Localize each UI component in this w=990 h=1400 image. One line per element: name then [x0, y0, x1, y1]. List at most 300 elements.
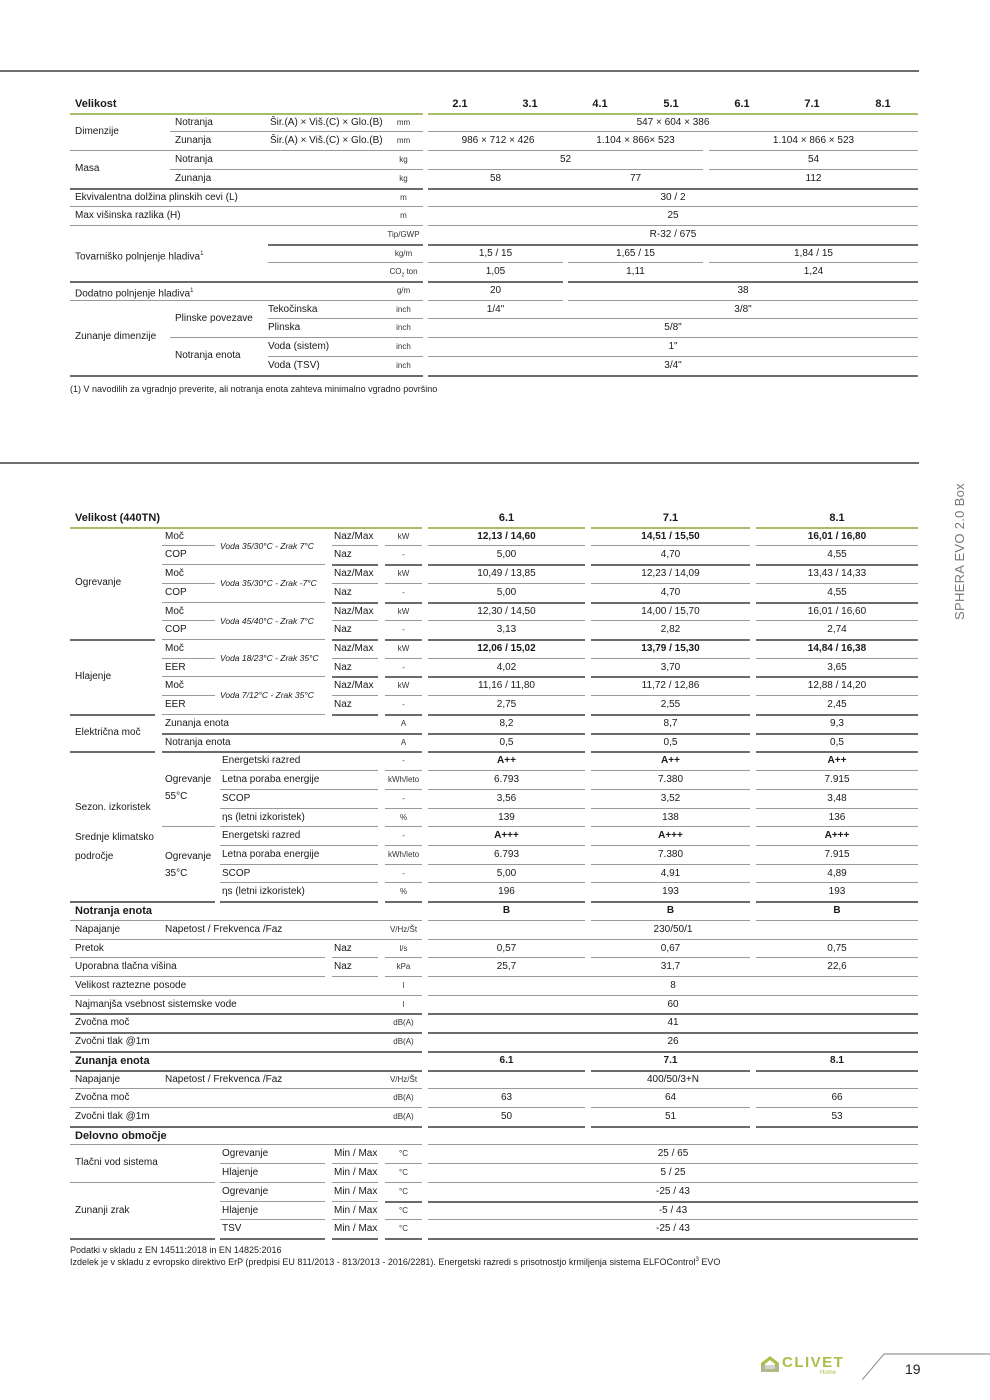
expansion-vessel-label: Velikost raztezne posode [75, 980, 187, 991]
row-divider [332, 976, 378, 977]
electrical-value-0: 8,2 [499, 718, 514, 729]
note-erp-sup: 3 [695, 1257, 699, 1263]
indoor-supply-desc: Napetost / Frekvenca /Faz [165, 924, 283, 935]
row-divider [70, 751, 155, 753]
indoor-class-1: B [666, 905, 675, 916]
perf-value-1: 4,70 [660, 587, 681, 598]
perf-sub-label: COP [165, 549, 187, 560]
mass-outdoor-value-a: 58 [489, 173, 502, 184]
factory-charge-label [75, 245, 265, 263]
unit: g/m [396, 286, 411, 295]
electrical-value-1: 0,5 [663, 737, 678, 748]
range-qualifier: Min / Max [334, 1167, 378, 1178]
seasonal-value-0: 6.793 [493, 849, 520, 860]
footnote-ref: 1 [200, 251, 204, 257]
dim-outdoor-desc: Šir.(A) × Viš.(C) × Glo.(B) [270, 135, 383, 146]
pump-head-value-0: 25,7 [496, 961, 517, 972]
electrical-value-1: 8,7 [663, 718, 678, 729]
indoor-class-2: B [833, 905, 841, 916]
perf-value-0: 5,00 [496, 587, 517, 598]
mass-indoor-value-a: 52 [559, 154, 572, 165]
table2-header-label: Velikost (440TN) [75, 512, 160, 524]
unit: A [400, 738, 407, 747]
heating-55-label: Ogrevanje [165, 774, 212, 785]
operating-range-section: Delovno območje [75, 1130, 167, 1142]
additional-charge-text: Dodatno polnjenje hladiva [75, 288, 191, 300]
unit: kW [397, 607, 410, 616]
perf-value-2: 4,55 [827, 587, 847, 598]
outdoor-supply-value: 400/50/3+N [647, 1074, 699, 1085]
seasonal-value-0: 3,56 [496, 793, 517, 804]
rating-qualifier: Naz [334, 961, 352, 972]
unit: inch [396, 323, 411, 332]
size-header-5.1: 5.1 [663, 98, 679, 110]
size-header-3.1: 3.1 [522, 98, 538, 110]
indoor-sound-power-value: 41 [667, 1017, 679, 1028]
climate-zone-label-2: področje [75, 851, 114, 862]
seasonal-row-label: Letna poraba energije [222, 774, 320, 785]
range-value: 25 / 65 [657, 1148, 689, 1159]
unit: - [402, 756, 405, 765]
row-divider [70, 714, 155, 716]
perf-value-0: 11,16 / 11,80 [478, 680, 535, 691]
outdoor-sound-power-label: Zvočna moč [75, 1092, 130, 1103]
outdoor-sound-power-value-1: 64 [664, 1092, 677, 1103]
perf-sub-label: Moč [165, 680, 184, 691]
unit: kWh/leto [387, 775, 420, 784]
outdoor-air-label: Zunanji zrak [75, 1205, 130, 1216]
rating-qualifier: Naz [334, 624, 352, 635]
perf-sub-label: Moč [165, 568, 184, 579]
footnote-1: (1) V navodilih za vgradnjo preverite, ali notranja enota zahteva minimalno vgradno površino [70, 384, 438, 394]
test-condition: Voda 7/12°C - Zrak 35°C [220, 690, 314, 700]
unit: m [400, 193, 407, 202]
test-condition: Voda 18/23°C - Zrak 35°C [220, 653, 319, 663]
perf-sub-label: Moč [165, 606, 184, 617]
unit: kPa [396, 962, 411, 971]
seasonal-value-1: 4,91 [660, 868, 681, 879]
electrical-sub-label: Notranja enota [165, 737, 231, 748]
outdoor-sound-pressure-value-0: 50 [500, 1111, 513, 1122]
row-divider [70, 1238, 215, 1240]
unit: inch [396, 305, 411, 314]
heating-55-temp: 55°C [165, 791, 188, 802]
range-qualifier: Min / Max [334, 1186, 378, 1197]
indoor-unit-label: Notranja enota [175, 350, 241, 361]
outdoor-sound-pressure-value-2: 53 [831, 1111, 843, 1122]
top-rule [0, 70, 919, 72]
flow-value-1: 0,67 [660, 943, 681, 954]
range-value: -25 / 43 [656, 1186, 690, 1197]
seasonal-row-label: ηs (letni izkoristek) [222, 886, 305, 897]
flow-value-0: 0,57 [496, 943, 517, 954]
unit: m [400, 211, 407, 220]
perf-value-0: 4,02 [496, 662, 517, 673]
row-divider [756, 1126, 918, 1128]
note-erp-text: Izdelek je v skladu z evropsko direktivo ErP (predpisi EU 811/2013 - 813/2013 - 2016/2281). Energetski razredi s prisotnostjo krmiljenja sistema ELFOControl [70, 1257, 696, 1267]
max-height-value: 25 [667, 210, 679, 221]
perf-value-1: 3,70 [660, 662, 681, 673]
seasonal-value-0: A+++ [494, 830, 519, 841]
max-height-label: Max višinska razlika (H) [75, 210, 181, 221]
unit: V/Hz/Št [389, 925, 418, 934]
unit: dB(A) [393, 1093, 414, 1102]
mass-label: Masa [75, 163, 100, 174]
seasonal-value-1: 138 [662, 812, 679, 823]
unit: kg [399, 155, 408, 164]
water-tsv-label: Voda (TSV) [268, 360, 320, 371]
seasonal-value-2: 3,48 [827, 793, 847, 804]
mass-outdoor-value-b: 77 [629, 173, 642, 184]
charge-kg-value-c: 1,84 / 15 [794, 248, 833, 259]
size-header-6.1: 6.1 [734, 98, 750, 110]
additional-charge-value-b: 38 [737, 285, 749, 296]
seasonal-value-0: 196 [498, 886, 515, 897]
perf-value-0: 12,30 / 14,50 [477, 606, 536, 617]
outdoor-size-0: 6.1 [499, 1055, 514, 1066]
climate-zone-label: Srednje klimatsko [75, 832, 154, 843]
rating-qualifier: Naz/Max [334, 606, 374, 617]
unit: mm [396, 136, 411, 145]
unit-co2 [384, 263, 423, 281]
charge-kg-value-b: 1,65 / 15 [616, 248, 655, 259]
seasonal-value-0: 5,00 [496, 868, 517, 879]
range-value: 5 / 25 [660, 1167, 686, 1178]
indoor-sound-pressure-label: Zvočni tlak @1m [75, 1036, 150, 1047]
middle-rule [0, 462, 919, 464]
indoor-sound-pressure-value: 26 [667, 1036, 679, 1047]
logo-sub: Home [820, 1370, 837, 1376]
outdoor-sound-power-value-2: 66 [831, 1092, 843, 1103]
outdoor-sound-pressure-label: Zvočni tlak @1m [75, 1111, 150, 1122]
indoor-unit-section: Notranja enota [75, 905, 153, 917]
row-divider [220, 1238, 325, 1240]
liquid-label: Tekočinska [268, 304, 318, 315]
side-title: SPHERA EVO 2.0 Box [952, 483, 967, 620]
unit: kW [397, 569, 410, 578]
perf-value-1: 14,51 / 15,50 [641, 531, 700, 542]
row-divider [332, 1238, 378, 1240]
mass-indoor-label: Notranja [175, 154, 213, 165]
unit-co2-b: ton [404, 267, 418, 276]
rating-qualifier: Naz/Max [334, 643, 374, 654]
unit: kW [397, 644, 410, 653]
electrical-power-label: Električna moč [75, 727, 141, 738]
water-system-value: 1" [668, 341, 678, 352]
seasonal-efficiency-label: Sezon. izkoristek [75, 802, 151, 813]
unit: kWh/leto [387, 850, 420, 859]
clivet-logo [760, 1352, 855, 1382]
row-divider [385, 1238, 422, 1240]
outdoor-size-2: 8.1 [830, 1055, 844, 1066]
unit: % [399, 813, 408, 822]
seasonal-row-label: Energetski razred [222, 755, 301, 766]
perf-value-0: 12,13 / 14,60 [477, 531, 536, 542]
electrical-sub-label: Zunanja enota [165, 718, 229, 729]
size-header-7.1: 7.1 [662, 512, 679, 524]
range-qualifier: Min / Max [334, 1148, 378, 1159]
row-divider [428, 1238, 918, 1240]
unit: - [402, 794, 405, 803]
rating-qualifier: Naz [334, 549, 352, 560]
perf-value-0: 3,13 [496, 624, 517, 635]
outdoor-sound-power-value-0: 63 [500, 1092, 513, 1103]
seasonal-value-1: A++ [661, 755, 680, 766]
perf-value-2: 2,74 [827, 624, 847, 635]
heating-35-label: Ogrevanje [165, 851, 212, 862]
rating-qualifier: Naz [334, 699, 352, 710]
unit: - [402, 625, 405, 634]
electrical-value-2: 0,5 [830, 737, 844, 748]
size-header-8.1: 8.1 [875, 98, 891, 110]
seasonal-row-label: SCOP [222, 868, 251, 879]
factory-charge-text: Tovarniško polnjenje hladiva [75, 251, 201, 263]
mass-indoor-value-b: 54 [807, 154, 820, 165]
rating-qualifier: Naz/Max [334, 531, 374, 542]
row-divider [428, 375, 918, 377]
dim-indoor-label: Notranja [175, 117, 213, 128]
range-value: -5 / 43 [658, 1205, 688, 1216]
indoor-supply-value: 230/50/1 [653, 924, 693, 935]
unit-co2-sub: 2 [401, 272, 405, 279]
unit: kW [397, 532, 410, 541]
pump-head-value-1: 31,7 [660, 961, 681, 972]
unit: °C [399, 1168, 408, 1177]
range-mode-label: TSV [222, 1223, 242, 1234]
page-number: 19 [905, 1361, 921, 1377]
unit: mm [396, 118, 411, 127]
unit: inch [396, 361, 411, 370]
pump-head-value-2: 22,6 [827, 961, 847, 972]
footnote-ref: 1 [190, 288, 194, 294]
range-qualifier: Min / Max [334, 1223, 378, 1234]
flow-label: Pretok [75, 943, 104, 954]
perf-value-2: 4,55 [827, 549, 847, 560]
unit-co2-a: CO [389, 267, 402, 276]
unit: °C [399, 1149, 408, 1158]
seasonal-value-2: 193 [828, 886, 846, 897]
unit: - [402, 869, 405, 878]
row-divider [162, 826, 215, 827]
dim-outdoor-value-2-3: 986 × 712 × 426 [461, 135, 535, 146]
seasonal-value-2: 7.915 [824, 774, 850, 785]
gas-connections-label: Plinske povezave [175, 313, 253, 324]
size-header-8.1: 8.1 [829, 512, 845, 524]
co2-value-a: 1,05 [485, 266, 506, 277]
perf-value-2: 13,43 / 14,33 [807, 568, 867, 579]
electrical-value-0: 0,5 [499, 737, 514, 748]
flow-value-2: 0,75 [827, 943, 847, 954]
unit: l [402, 1000, 405, 1009]
size-header-7.1: 7.1 [804, 98, 820, 110]
unit: - [402, 831, 405, 840]
refrigerant-type-value: R-32 / 675 [649, 229, 697, 240]
unit: Tip/GWP [387, 230, 420, 239]
seasonal-value-2: 7.915 [824, 849, 850, 860]
perf-sub-label: EER [165, 699, 186, 710]
perf-value-0: 5,00 [496, 549, 517, 560]
seasonal-value-1: 7.380 [657, 849, 684, 860]
additional-charge-value-a: 20 [489, 285, 502, 296]
perf-value-2: 3,65 [827, 662, 847, 673]
water-system-label: Voda (sistem) [268, 341, 330, 352]
external-dimensions-label: Zunanje dimenzije [75, 331, 157, 342]
rating-qualifier: Naz [334, 662, 352, 673]
liquid-value-a: 1/4" [486, 304, 505, 315]
rating-qualifier: Naz [334, 587, 352, 598]
perf-value-1: 13,79 / 15,30 [641, 643, 700, 654]
unit: V/Hz/Št [389, 1075, 418, 1084]
size-header-6.1: 6.1 [498, 512, 515, 524]
equiv-length-value: 30 / 2 [660, 192, 686, 203]
charge-kg-value-a: 1,5 / 15 [478, 248, 513, 259]
dim-indoor-value: 547 × 604 × 386 [636, 117, 710, 128]
range-mode-label: Ogrevanje [222, 1148, 269, 1159]
indoor-class-0: B [502, 905, 511, 916]
row-divider [70, 1182, 215, 1183]
note-standards: Podatki v skladu z EN 14511:2018 in EN 14825:2016 [70, 1245, 282, 1255]
seasonal-value-0: 139 [498, 812, 515, 823]
dim-indoor-desc: Šir.(A) × Viš.(C) × Glo.(B) [270, 117, 383, 128]
logo-word: CLIVET [782, 1354, 845, 1371]
range-mode-label: Ogrevanje [222, 1186, 269, 1197]
water-tsv-value: 3/4" [664, 360, 682, 371]
mass-outdoor-label: Zunanja [175, 173, 212, 184]
dim-outdoor-value-6-8: 1.104 × 866 × 523 [772, 135, 855, 146]
perf-value-1: 14,00 / 15,70 [641, 606, 700, 617]
heating-35-temp: 35°C [165, 868, 188, 879]
perf-value-2: 16,01 / 16,60 [807, 606, 867, 617]
test-condition: Voda 35/30°C - Zrak 7°C [220, 541, 314, 551]
outdoor-sound-pressure-value-1: 51 [664, 1111, 677, 1122]
unit: l/s [399, 944, 408, 953]
min-water-content-value: 60 [667, 999, 679, 1010]
additional-charge-label [75, 282, 265, 300]
dimensions-label: Dimenzije [75, 126, 119, 137]
perf-value-2: 2,45 [827, 699, 847, 710]
test-condition: Voda 35/30°C - Zrak -7°C [220, 578, 317, 588]
range-mode-label: Hlajenje [222, 1167, 259, 1178]
gas-value: 5/8" [664, 322, 682, 333]
seasonal-row-label: ηs (letni izkoristek) [222, 812, 305, 823]
row-divider [70, 225, 423, 226]
seasonal-value-0: A++ [497, 755, 516, 766]
row-divider [70, 375, 423, 377]
perf-value-0: 12,06 / 15,02 [477, 643, 536, 654]
dim-outdoor-value-4-5: 1.104 × 866× 523 [596, 135, 675, 146]
unit: % [399, 887, 408, 896]
heating-label: Ogrevanje [75, 577, 122, 588]
seasonal-row-label: Energetski razred [222, 830, 301, 841]
seasonal-value-1: 193 [662, 886, 679, 897]
pump-head-label: Uporabna tlačna višina [75, 961, 177, 972]
house-logo-icon [760, 1355, 780, 1373]
seasonal-value-1: 3,52 [660, 793, 681, 804]
co2-value-b: 1,11 [626, 266, 645, 277]
seasonal-value-1: A+++ [658, 830, 683, 841]
row-divider [332, 714, 378, 716]
row-divider [428, 1126, 585, 1128]
rating-qualifier: Naz [334, 943, 352, 954]
unit: kW [397, 681, 410, 690]
unit: kg/m [394, 249, 413, 258]
unit: - [402, 663, 405, 672]
outdoor-supply-desc: Napetost / Frekvenca /Faz [165, 1074, 283, 1085]
gas-label: Plinska [268, 322, 301, 333]
unit: dB(A) [393, 1018, 414, 1027]
seasonal-value-2: A++ [827, 755, 847, 766]
expansion-vessel-value: 8 [670, 980, 676, 991]
perf-value-2: 16,01 / 16,80 [807, 531, 867, 542]
perf-sub-label: Moč [165, 531, 184, 542]
unit: A [400, 719, 407, 728]
unit: kg [399, 174, 408, 183]
range-qualifier: Min / Max [334, 1205, 378, 1216]
row-divider [70, 639, 155, 641]
note-erp-tail: EVO [698, 1257, 721, 1267]
perf-value-1: 11,72 / 12,86 [641, 680, 700, 691]
perf-value-2: 14,84 / 16,38 [807, 643, 867, 654]
dim-outdoor-label: Zunanja [175, 135, 212, 146]
seasonal-value-1: 7.380 [657, 774, 684, 785]
perf-value-2: 12,88 / 14,20 [807, 680, 867, 691]
co2-value-c: 1,24 [803, 266, 824, 277]
footer-slash-line [862, 1352, 990, 1382]
unit: °C [399, 1187, 408, 1196]
perf-value-0: 2,75 [496, 699, 517, 710]
equiv-length-label: Ekvivalentna dolžina plinskih cevi (L) [75, 192, 238, 203]
perf-value-1: 2,82 [660, 624, 681, 635]
seasonal-value-0: 6.793 [493, 774, 520, 785]
unit: °C [399, 1224, 408, 1233]
seasonal-value-2: 4,89 [827, 868, 847, 879]
table1-header-label: Velikost [75, 98, 117, 110]
perf-sub-label: COP [165, 587, 187, 598]
system-flow-label: Tlačni vod sistema [75, 1157, 158, 1168]
min-water-content-label: Najmanjša vsebnost sistemske vode [75, 999, 237, 1010]
seasonal-row-label: SCOP [222, 793, 251, 804]
unit: - [402, 588, 405, 597]
row-divider [385, 901, 422, 903]
outdoor-size-1: 7.1 [663, 1055, 678, 1066]
unit: dB(A) [393, 1037, 414, 1046]
range-value: -25 / 43 [656, 1223, 690, 1234]
mass-outdoor-value-c: 112 [805, 173, 822, 184]
outdoor-unit-section: Zunanja enota [75, 1055, 150, 1067]
rating-qualifier: Naz/Max [334, 680, 374, 691]
seasonal-value-2: A+++ [824, 830, 850, 841]
seasonal-row-label: Letna poraba energije [222, 849, 320, 860]
unit: inch [396, 342, 411, 351]
range-mode-label: Hlajenje [222, 1205, 259, 1216]
test-condition: Voda 45/40°C - Zrak 7°C [220, 616, 314, 626]
note-erp [70, 1257, 720, 1267]
size-header-2.1: 2.1 [452, 98, 468, 110]
perf-sub-label: EER [165, 662, 186, 673]
rating-qualifier: Naz/Max [334, 568, 374, 579]
unit: dB(A) [393, 1112, 414, 1121]
unit: - [402, 550, 405, 559]
perf-value-1: 2,55 [660, 699, 681, 710]
electrical-value-2: 9,3 [830, 718, 844, 729]
unit: °C [399, 1206, 408, 1215]
perf-sub-label: Moč [165, 643, 184, 654]
unit: - [402, 700, 405, 709]
cooling-label: Hlajenje [75, 671, 112, 682]
size-header-4.1: 4.1 [592, 98, 608, 110]
perf-value-0: 10,49 / 13,85 [477, 568, 536, 579]
perf-sub-label: COP [165, 624, 187, 635]
